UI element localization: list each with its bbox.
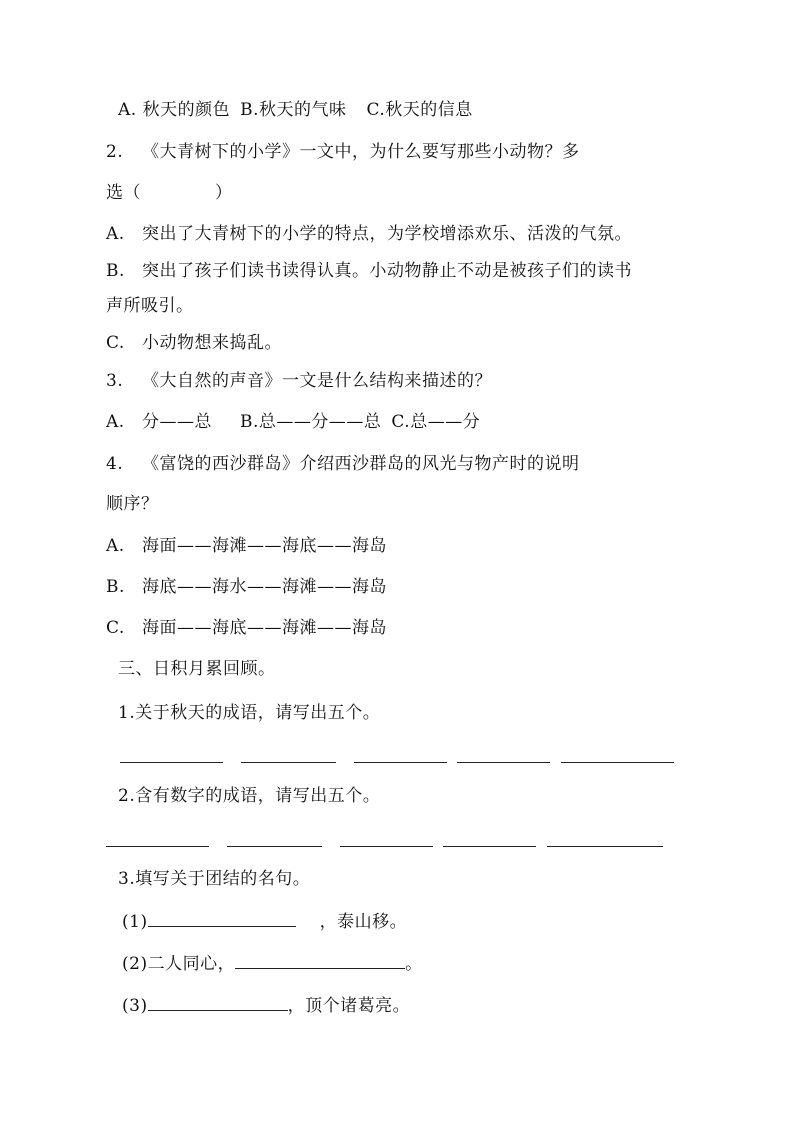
idiom-autumn-blank-3[interactable]: [354, 762, 447, 763]
q4-option-b-text: 海底——海水——海滩——海岛: [142, 577, 387, 597]
idiom-number-blank-3[interactable]: [340, 846, 433, 847]
q4-stem-line2: 顺序？: [106, 494, 159, 514]
q3-option-b: B.总——分——总: [240, 412, 382, 432]
q2-option-b-cont: 声所吸引。: [106, 296, 194, 316]
section3-title: 三、日积月累回顾。: [118, 659, 276, 679]
q1-option-a: A. 秋天的颜色: [118, 100, 231, 120]
q2-stem-line2: [106, 181, 233, 205]
q1-option-b: B.秋天的气味: [240, 100, 347, 120]
saying-1-tail: ，泰山移。: [319, 912, 408, 932]
saying-3-tail: ，顶个诸葛亮。: [287, 996, 411, 1016]
idiom-number-blank-5[interactable]: [547, 846, 663, 847]
saying-1-label: (1): [122, 912, 148, 932]
q4-option-a-text: 海面——海滩——海底——海岛: [142, 536, 387, 556]
q4-option-c-mark: C.: [106, 618, 125, 638]
q2-stem-close: ）: [215, 183, 233, 203]
saying-3: [122, 992, 410, 1018]
q2-option-c-text: 小动物想来捣乱。: [142, 333, 282, 353]
q2-option-a-mark: A.: [106, 224, 125, 244]
q4-option-b-mark: B.: [106, 577, 125, 597]
q2-option-b: [106, 259, 632, 283]
q3-option-a-mark: A.: [106, 412, 125, 432]
section3-item2: 2.含有数字的成语，请写出五个。: [118, 786, 381, 806]
q2-number: 2.: [106, 142, 124, 162]
q3-stem-text: 《大自然的声音》一文是什么结构来描述的？: [142, 371, 492, 391]
saying-2-blank[interactable]: [235, 950, 405, 969]
section3-item1: 1.关于秋天的成语，请写出五个。: [118, 703, 381, 723]
q3-stem: [106, 369, 492, 393]
q1-options: [118, 98, 473, 122]
q2-option-b-mark: B.: [106, 261, 125, 281]
q4-option-c-text: 海面——海底——海滩——海岛: [142, 618, 387, 638]
saying-2: [122, 950, 423, 976]
q2-option-a-text: 突出了大青树下的小学的特点，为学校增添欢乐、活泼的气氛。: [142, 224, 632, 244]
q2-stem-line1: [106, 140, 580, 164]
q2-stem-text: 《大青树下的小学》一文中，为什么要写那些小动物？多: [142, 142, 580, 162]
idiom-number-blank-4[interactable]: [443, 846, 536, 847]
section3-item3: 3.填写关于团结的名句。: [118, 869, 311, 889]
saying-3-blank[interactable]: [148, 992, 288, 1011]
q4-stem-line1: [106, 452, 580, 476]
q3-number: 3.: [106, 371, 124, 391]
q4-stem-text: 《富饶的西沙群岛》介绍西沙群岛的风光与物产时的说明: [142, 454, 580, 474]
q3-options: [106, 410, 480, 434]
saying-2-tail: 。: [405, 954, 423, 974]
q4-number: 4.: [106, 454, 124, 474]
q2-stem-select: 选（: [106, 183, 141, 203]
q4-option-a: [106, 534, 387, 558]
idiom-autumn-blank-2[interactable]: [241, 762, 336, 763]
q1-option-c: C.秋天的信息: [366, 100, 473, 120]
q4-option-b: [106, 575, 387, 599]
q3-option-a-text: 分——总: [142, 412, 212, 432]
idiom-autumn-blank-5[interactable]: [561, 762, 674, 763]
saying-1-blank[interactable]: [148, 908, 296, 927]
q2-option-c-mark: C.: [106, 333, 125, 353]
q4-option-a-mark: A.: [106, 536, 125, 556]
q2-option-c: [106, 331, 282, 355]
idiom-autumn-blank-1[interactable]: [120, 762, 223, 763]
idiom-number-blank-2[interactable]: [227, 846, 322, 847]
q4-option-c: [106, 616, 387, 640]
idiom-autumn-blank-4[interactable]: [457, 762, 550, 763]
saying-1: [122, 908, 407, 934]
q2-option-b-text: 突出了孩子们读书读得认真。小动物静止不动是被孩子们的读书: [142, 261, 632, 281]
idiom-number-blank-1[interactable]: [106, 846, 209, 847]
saying-3-label: (3): [122, 996, 148, 1016]
q3-option-c: C.总——分: [391, 412, 481, 432]
q2-option-a: [106, 222, 632, 246]
saying-2-label: (2)二人同心，: [122, 954, 236, 974]
